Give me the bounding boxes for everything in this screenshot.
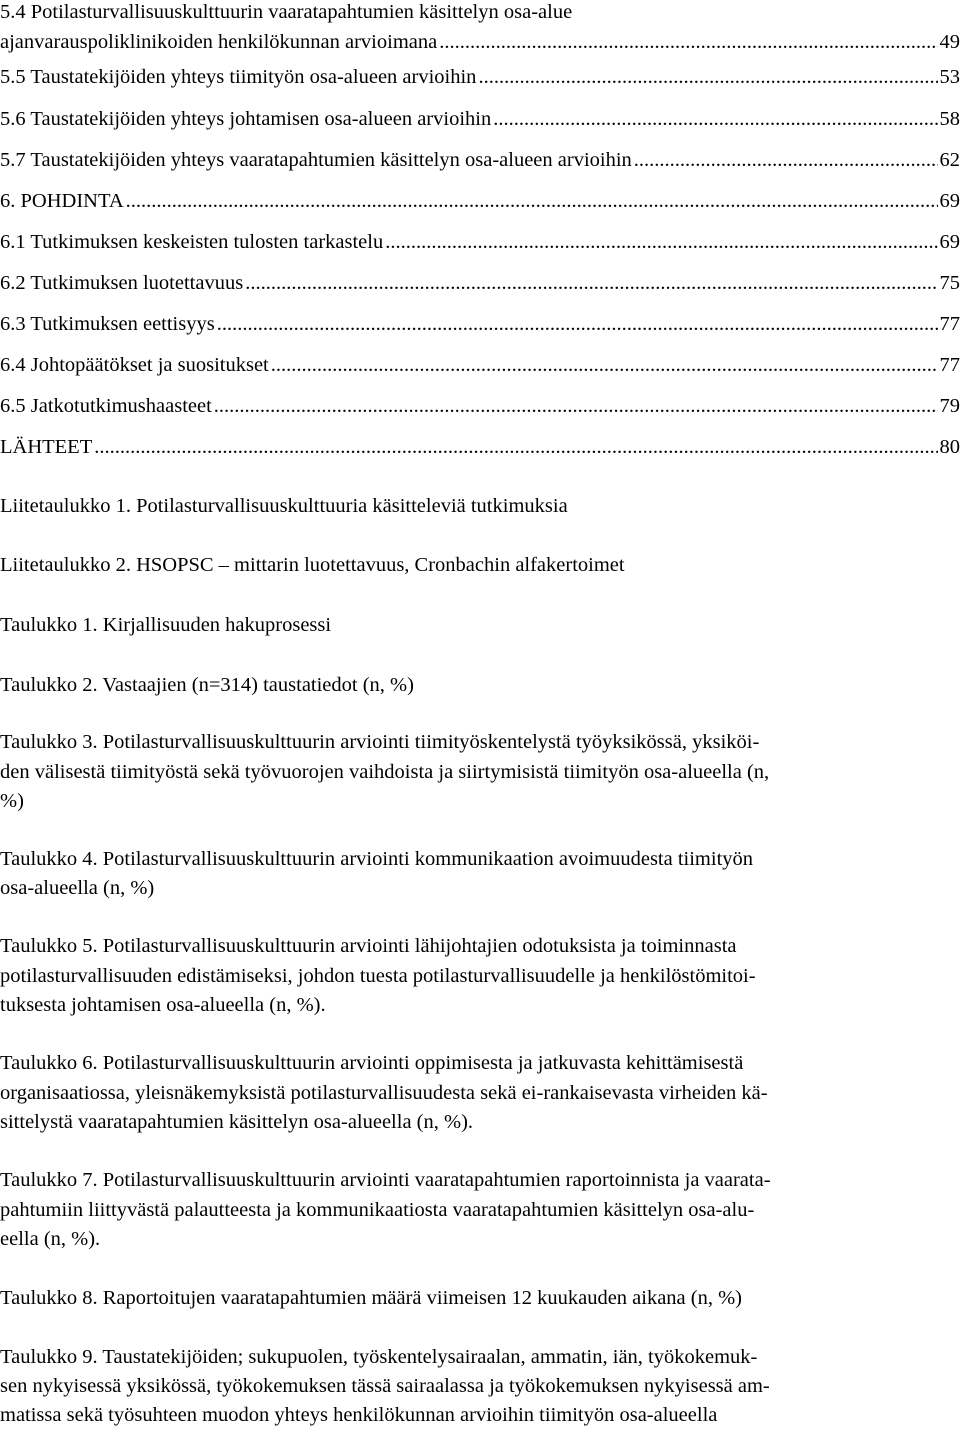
toc-page-number: 69 xyxy=(940,186,960,216)
toc-entry[interactable] xyxy=(0,0,960,27)
toc-entry-title: 6. POHDINTA xyxy=(0,186,124,216)
table-list-item-continuation: eella (n, %). xyxy=(0,1224,960,1254)
toc-entry[interactable] xyxy=(0,145,960,175)
table-list-item: Taulukko 8. Raportoitujen vaaratapahtumien määrä viimeisen 12 kuukauden aikana (n, %) xyxy=(0,1283,960,1313)
toc-page-number: 69 xyxy=(940,227,960,257)
toc-page-number: 77 xyxy=(940,309,960,339)
toc-entry-title: 5.5 Taustatekijöiden yhteys tiimityön osa-alueen arvioihin xyxy=(0,62,476,92)
table-list-item: Taulukko 2. Vastaajien (n=314) taustatiedot (n, %) xyxy=(0,670,960,700)
toc-page-number: 75 xyxy=(940,268,960,298)
table-list-item-continuation: potilasturvallisuuden edistämiseksi, johdon tuesta potilasturvallisuudelle ja henkilöstömitoi- xyxy=(0,961,960,991)
table-list-item-continuation: sen nykyisessä yksikössä, työkokemuksen tässä sairaalassa ja työkokemuksen nykyisessä am- xyxy=(0,1371,960,1401)
toc-entry[interactable] xyxy=(0,432,960,462)
toc-leader xyxy=(271,350,938,380)
toc-leader xyxy=(493,104,937,134)
toc-page-number: 49 xyxy=(940,27,960,57)
toc-leader xyxy=(439,27,937,57)
table-list-item-continuation: matissa sekä työsuhteen muodon yhteys henkilökunnan arvioihin tiimityön osa-alueella xyxy=(0,1400,960,1430)
toc-entry[interactable] xyxy=(0,104,960,134)
toc-page-number: 80 xyxy=(940,432,960,462)
toc-entry[interactable] xyxy=(0,227,960,257)
table-list-item-continuation: den välisestä tiimityöstä sekä työvuorojen vaihdoista ja siirtymisistä tiimityön osa-alueella (n, xyxy=(0,757,960,787)
toc-leader xyxy=(245,268,937,298)
table-list-item: Liitetaulukko 1. Potilasturvallisuuskulttuuria käsitteleviä tutkimuksia xyxy=(0,491,960,521)
toc-entry-title: 6.1 Tutkimuksen keskeisten tulosten tarkastelu xyxy=(0,227,383,257)
toc-leader xyxy=(385,227,937,257)
toc-entry[interactable] xyxy=(0,309,960,339)
toc-entry[interactable] xyxy=(0,350,960,380)
toc-entry[interactable] xyxy=(0,62,960,92)
table-list-item: Taulukko 6. Potilasturvallisuuskulttuurin arviointi oppimisesta ja jatkuvasta kehittämisestä xyxy=(0,1048,960,1078)
table-list-item: Taulukko 7. Potilasturvallisuuskulttuurin arviointi vaaratapahtumien raportoinnista ja vaarata- xyxy=(0,1165,960,1195)
table-list-item-continuation: %) xyxy=(0,786,960,816)
toc-entry-title: 6.4 Johtopäätökset ja suositukset xyxy=(0,350,269,380)
toc-entry[interactable] xyxy=(0,27,960,57)
toc-entry-title: 6.2 Tutkimuksen luotettavuus xyxy=(0,268,243,298)
toc-leader xyxy=(217,309,938,339)
toc-entry-title: 5.7 Taustatekijöiden yhteys vaaratapahtumien käsittelyn osa-alueen arvioihin xyxy=(0,145,632,175)
toc-page-number: 58 xyxy=(940,104,960,134)
toc-entry[interactable] xyxy=(0,268,960,298)
toc-page-number: 79 xyxy=(940,391,960,421)
toc-entry-title: 6.5 Jatkotutkimushaasteet xyxy=(0,391,212,421)
toc-entry-title: 6.3 Tutkimuksen eettisyys xyxy=(0,309,215,339)
table-list-item: Taulukko 1. Kirjallisuuden hakuprosessi xyxy=(0,610,960,640)
table-list-item: Taulukko 5. Potilasturvallisuuskulttuurin arviointi lähijohtajien odotuksista ja toiminnasta xyxy=(0,931,960,961)
toc-page-number: 62 xyxy=(940,145,960,175)
table-list-item-continuation: osa-alueella (n, %) xyxy=(0,873,960,903)
table-list-item: Taulukko 4. Potilasturvallisuuskulttuurin arviointi kommunikaation avoimuudesta tiimityön xyxy=(0,844,960,874)
table-list-item-continuation: organisaatiossa, yleisnäkemyksistä potilasturvallisuudesta sekä ei-rankaisevasta virheiden kä- xyxy=(0,1078,960,1108)
toc-leader xyxy=(94,432,937,462)
toc-leader xyxy=(634,145,938,175)
toc-entry-title: LÄHTEET xyxy=(0,432,92,462)
table-list-item-continuation: sittelystä vaaratapahtumien käsittelyn osa-alueella (n, %). xyxy=(0,1107,960,1137)
toc-entry-title: ajanvarauspoliklinikoiden henkilökunnan arvioimana xyxy=(0,27,437,57)
toc-leader xyxy=(478,62,937,92)
toc-entry-title: 5.6 Taustatekijöiden yhteys johtamisen osa-alueen arvioihin xyxy=(0,104,491,134)
toc-leader xyxy=(214,391,938,421)
table-list-item-continuation: pahtumiin liittyvästä palautteesta ja kommunikaatiosta vaaratapahtumien käsittelyn osa-alu- xyxy=(0,1195,960,1225)
table-list-item: Liitetaulukko 2. HSOPSC – mittarin luotettavuus, Cronbachin alfakertoimet xyxy=(0,550,960,580)
toc-entry[interactable] xyxy=(0,186,960,216)
table-list-item: Taulukko 9. Taustatekijöiden; sukupuolen, työskentelysairaalan, ammatin, iän, työkokemuk- xyxy=(0,1342,960,1372)
table-list-item-continuation: tuksesta johtamisen osa-alueella (n, %). xyxy=(0,990,960,1020)
toc-leader xyxy=(126,186,938,216)
table-list-item: Taulukko 3. Potilasturvallisuuskulttuurin arviointi tiimityöskentelystä työyksikössä, yksiköi- xyxy=(0,727,960,757)
toc-page-number: 53 xyxy=(940,62,960,92)
toc-page-number: 77 xyxy=(940,350,960,380)
toc-entry[interactable] xyxy=(0,391,960,421)
toc-entry-title: 5.4 Potilasturvallisuuskulttuurin vaaratapahtumien käsittelyn osa-alue xyxy=(0,0,572,27)
